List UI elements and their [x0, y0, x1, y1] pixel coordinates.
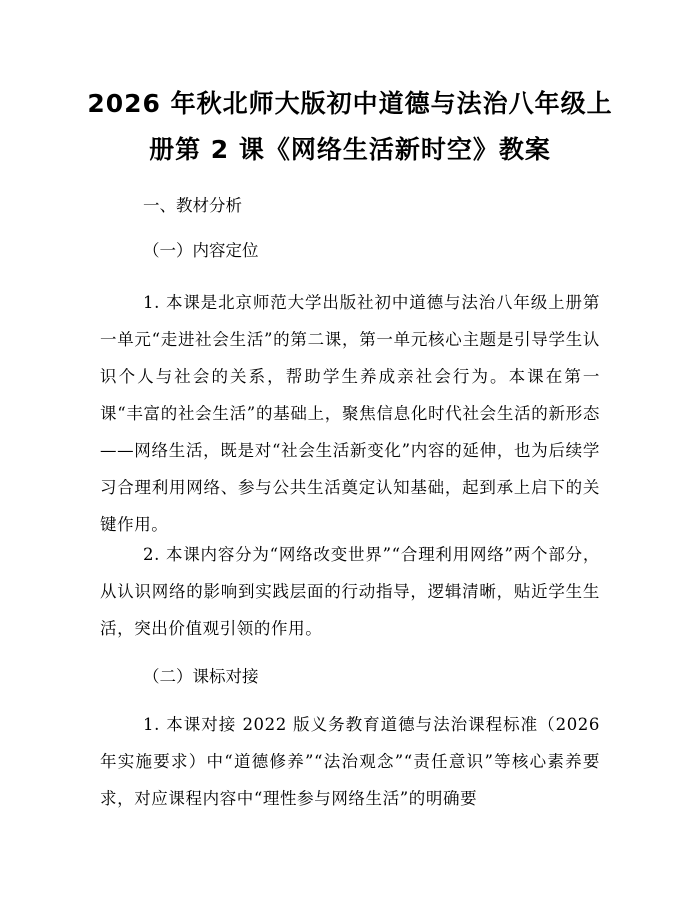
- section-heading-textbook-analysis: 一、教材分析: [143, 196, 242, 215]
- document-title-line-1: 2026 年秋北师大版初中道德与法治八年级上: [87, 89, 613, 118]
- paragraph-2: 2. 本课内容分为“网络改变世界”“合理利用网络”两个部分，从认识网络的影响到实践层面的行动指导，逻辑清晰，贴近学生生活，突出价值观引领的作用。: [100, 545, 600, 638]
- document-title-line-2: 册第 2 课《网络生活新时空》教案: [149, 135, 551, 164]
- subsection-heading-content-positioning: （一）内容定位: [143, 241, 259, 260]
- paragraph-1: 1. 本课是北京师范大学出版社初中道德与法治八年级上册第一单元“走进社会生活”的第二课，第一单元核心主题是引导学生认识个人与社会的关系，帮助学生养成亲社会行为。本课在第一课“丰富的社会生活”的基础上，聚焦信息化时代社会生活的新形态——网络生活，既是对“社会生活新变化”内容的延伸，也为后续学习合理利用网络、参与公共生活奠定认知基础，起到承上启下的关键作用。: [100, 293, 600, 534]
- paragraph-3: 1. 本课对接 2022 版义务教育道德与法治课程标准（2026 年实施要求）中“道德修养”“法治观念”“责任意识”等核心素养要求，对应课程内容中“理性参与网络生活”的明确要: [100, 715, 600, 808]
- subsection-heading-curriculum-standard: （二）课标对接: [143, 667, 259, 686]
